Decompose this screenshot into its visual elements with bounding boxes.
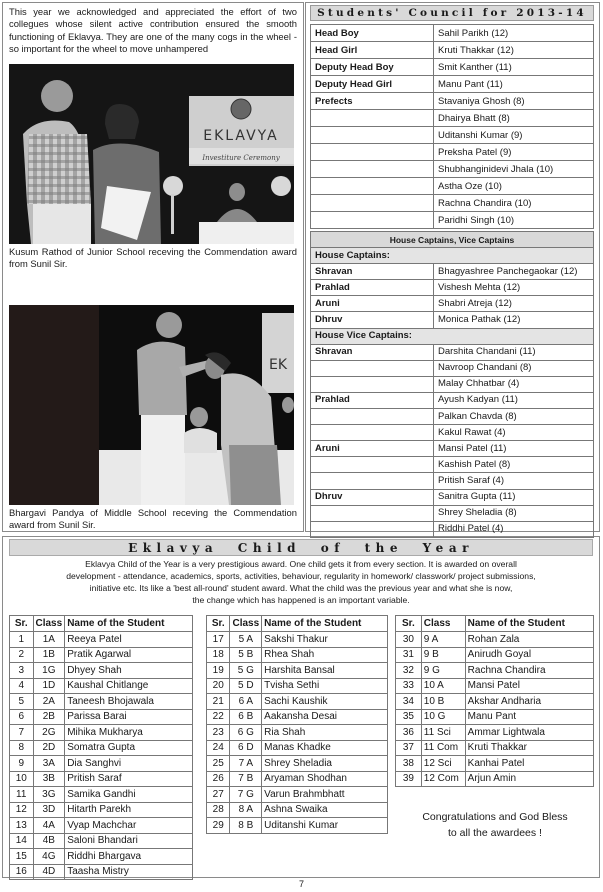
vice-captain-name: Palkan Chavda (8) — [434, 409, 594, 425]
house-vice-captain-row — [311, 521, 594, 537]
awardee-class: 9 A — [421, 632, 465, 648]
awardee-row — [207, 632, 388, 648]
awardee-row — [10, 787, 193, 803]
awards-table-3 — [395, 615, 594, 787]
council-row — [311, 161, 594, 178]
awardee-sr: 28 — [207, 802, 230, 818]
congrats-line: to all the awardees ! — [448, 826, 542, 839]
council-role: Deputy Head Boy — [311, 59, 434, 76]
house-vice-captain-row — [311, 441, 594, 457]
council-member-name: Smit Kanther (11) — [434, 59, 594, 76]
awardee-sr: 25 — [207, 756, 230, 772]
council-row — [311, 144, 594, 161]
awardee-name: Reeya Patel — [65, 632, 193, 648]
awardee-sr: 29 — [207, 818, 230, 834]
awardee-name: Manas Khadke — [262, 740, 388, 756]
council-member-name: Shubhanginidevi Jhala (10) — [434, 161, 594, 178]
photo-1-caption: Kusum Rathod of Junior School receving the Commendation award from Sunil Sir. — [9, 246, 297, 269]
awardee-name: Ammar Lightwala — [465, 725, 593, 741]
house-name: Prahlad — [311, 280, 434, 296]
vice-captain-name: Navroop Chandani (8) — [434, 360, 594, 376]
awardee-row — [396, 678, 594, 694]
council-role — [311, 161, 434, 178]
awardee-name: Saloni Bhandari — [65, 833, 193, 849]
council-row — [311, 93, 594, 110]
awardee-name: Mansi Patel — [465, 678, 593, 694]
congratulations-note — [400, 810, 590, 841]
awardee-sr: 38 — [396, 756, 422, 772]
awardee-name: Dhyey Shah — [65, 663, 193, 679]
awardee-sr: 3 — [10, 663, 34, 679]
awardee-sr: 12 — [10, 802, 34, 818]
council-role: Head Girl — [311, 42, 434, 59]
awardee-name: Aryaman Shodhan — [262, 771, 388, 787]
awardee-row — [10, 756, 193, 772]
vice-captain-name: Sanitra Gupta (11) — [434, 489, 594, 505]
description-line: initiative etc. Its like a 'best all-round' student award. What the child was the previous year and what she is now, — [89, 583, 513, 593]
awardee-sr: 13 — [10, 818, 34, 834]
awardee-row — [207, 709, 388, 725]
awardee-class: 7 A — [230, 756, 262, 772]
awardee-class: 5 A — [230, 632, 262, 648]
awardee-class: 7 G — [230, 787, 262, 803]
awardee-sr: 1 — [10, 632, 34, 648]
awardee-name: Pritish Saraf — [65, 771, 193, 787]
awardee-row — [207, 694, 388, 710]
awardee-name: Kanhai Patel — [465, 756, 593, 772]
awardee-row — [207, 678, 388, 694]
awardee-name: Samika Gandhi — [65, 787, 193, 803]
awardee-name: Taneesh Bhojawala — [65, 694, 193, 710]
awardee-name: Ria Shah — [262, 725, 388, 741]
vice-captain-name: Pritish Saraf (4) — [434, 473, 594, 489]
awardee-row — [396, 771, 594, 787]
council-member-name: Rachna Chandira (10) — [434, 195, 594, 212]
awards-header-row — [10, 616, 193, 632]
header-sr: Sr. — [207, 616, 230, 632]
header-name: Name of the Student — [465, 616, 593, 632]
photo-bhargavi-pandya — [9, 305, 294, 505]
awardee-class: 9 B — [421, 647, 465, 663]
awardee-row — [10, 771, 193, 787]
awardee-sr: 24 — [207, 740, 230, 756]
awardee-sr: 22 — [207, 709, 230, 725]
house-vice-captain-row — [311, 457, 594, 473]
awardee-row — [10, 663, 193, 679]
awardee-row — [10, 740, 193, 756]
awardee-class: 10 A — [421, 678, 465, 694]
house-name — [311, 521, 434, 537]
awardee-name: Rhea Shah — [262, 647, 388, 663]
awardee-name: Harshita Bansal — [262, 663, 388, 679]
house-name — [311, 425, 434, 441]
awardee-row — [207, 771, 388, 787]
awards-table-1 — [9, 615, 193, 880]
awardee-sr: 27 — [207, 787, 230, 803]
awards-header-row — [207, 616, 388, 632]
awardee-name: Akshar Andharia — [465, 694, 593, 710]
awardee-row — [207, 663, 388, 679]
council-role — [311, 127, 434, 144]
council-table — [310, 24, 594, 229]
awardee-name: Uditanshi Kumar — [262, 818, 388, 834]
house-vice-captains-label: House Vice Captains: — [311, 328, 594, 344]
awardee-class: 1D — [33, 678, 65, 694]
awardee-sr: 2 — [10, 647, 34, 663]
photo-1-illustration — [9, 64, 294, 244]
house-name — [311, 360, 434, 376]
awardee-name: Shrey Sheladia — [262, 756, 388, 772]
house-table-title: House Captains, Vice Captains — [311, 232, 594, 248]
house-name: Shravan — [311, 264, 434, 280]
council-row — [311, 59, 594, 76]
awardee-row — [207, 802, 388, 818]
house-captains-table — [310, 231, 594, 538]
house-name: Aruni — [311, 441, 434, 457]
awardee-name: Arjun Amin — [465, 771, 593, 787]
awardee-sr: 26 — [207, 771, 230, 787]
vice-captain-name: Kakul Rawat (4) — [434, 425, 594, 441]
council-role: Head Boy — [311, 25, 434, 42]
council-role — [311, 212, 434, 229]
photo-2-illustration — [9, 305, 294, 505]
council-member-name: Stavaniya Ghosh (8) — [434, 93, 594, 110]
house-name: Shravan — [311, 344, 434, 360]
house-name — [311, 457, 434, 473]
child-of-year-title: Eklavya Child of the Year — [9, 539, 593, 556]
awardee-name: Sakshi Thakur — [262, 632, 388, 648]
council-member-name: Dhairya Bhatt (8) — [434, 110, 594, 127]
awardee-row — [10, 802, 193, 818]
awardee-class: 6 B — [230, 709, 262, 725]
council-row — [311, 110, 594, 127]
awardee-sr: 17 — [207, 632, 230, 648]
awardee-class: 1G — [33, 663, 65, 679]
awardee-class: 3B — [33, 771, 65, 787]
awardee-class: 10 B — [421, 694, 465, 710]
awardee-class: 12 Sci — [421, 756, 465, 772]
awardee-row — [396, 725, 594, 741]
house-name — [311, 376, 434, 392]
awardee-row — [396, 740, 594, 756]
council-role — [311, 110, 434, 127]
vice-captain-name: Shrey Sheladia (8) — [434, 505, 594, 521]
awardee-class: 4B — [33, 833, 65, 849]
awardee-name: Rohan Zala — [465, 632, 593, 648]
congrats-line: Congratulations and God Bless — [422, 811, 568, 823]
header-sr: Sr. — [10, 616, 34, 632]
awardee-row — [207, 818, 388, 834]
awardee-row — [396, 709, 594, 725]
awardee-class: 1A — [33, 632, 65, 648]
awardee-name: Taasha Mistry — [65, 864, 193, 880]
awardee-class: 4G — [33, 849, 65, 865]
house-captain-row — [311, 280, 594, 296]
awardee-sr: 4 — [10, 678, 34, 694]
awardee-row — [207, 787, 388, 803]
awardee-sr: 18 — [207, 647, 230, 663]
vice-captain-name: Ayush Kadyan (11) — [434, 392, 594, 408]
awardee-class: 7 B — [230, 771, 262, 787]
awardee-class: 2D — [33, 740, 65, 756]
vice-captain-name: Kashish Patel (8) — [434, 457, 594, 473]
awardee-name: Ashna Swaika — [262, 802, 388, 818]
awardee-class: 10 G — [421, 709, 465, 725]
page-number: 7 — [298, 879, 304, 889]
awardee-class: 3A — [33, 756, 65, 772]
awardee-class: 8 A — [230, 802, 262, 818]
captain-name: Vishesh Mehta (12) — [434, 280, 594, 296]
awardee-sr: 36 — [396, 725, 422, 741]
photo-kusum-rathod — [9, 64, 294, 244]
header-name: Name of the Student — [65, 616, 193, 632]
council-member-name: Preksha Patel (9) — [434, 144, 594, 161]
awardee-name: Rachna Chandira — [465, 663, 593, 679]
awardee-class: 12 Com — [421, 771, 465, 787]
awardee-row — [10, 818, 193, 834]
child-of-year-description — [8, 558, 594, 606]
awards-table-2 — [206, 615, 388, 834]
awardee-name: Mihika Mukharya — [65, 725, 193, 741]
awardee-sr: 34 — [396, 694, 422, 710]
council-title: Students' Council for 2013-14 — [310, 5, 594, 21]
council-role: Deputy Head Girl — [311, 76, 434, 93]
awardee-row — [10, 725, 193, 741]
awardee-class: 5 B — [230, 647, 262, 663]
house-vice-captain-row — [311, 425, 594, 441]
awardee-class: 4D — [33, 864, 65, 880]
awardee-row — [207, 740, 388, 756]
house-vice-captain-row — [311, 392, 594, 408]
house-vice-captain-row — [311, 409, 594, 425]
council-row — [311, 42, 594, 59]
awardee-sr: 15 — [10, 849, 34, 865]
council-member-name: Paridhi Singh (10) — [434, 212, 594, 229]
awardee-row — [10, 864, 193, 880]
house-captains-label: House Captains: — [311, 248, 594, 264]
awardee-sr: 7 — [10, 725, 34, 741]
council-row — [311, 25, 594, 42]
awardee-sr: 20 — [207, 678, 230, 694]
description-line: Eklavya Child of the Year is a very prestigious award. One child gets it from every section. It is awarded on overall — [85, 559, 517, 569]
header-sr: Sr. — [396, 616, 422, 632]
awardee-sr: 30 — [396, 632, 422, 648]
awardee-name: Varun Brahmbhatt — [262, 787, 388, 803]
awardee-row — [207, 725, 388, 741]
banner-subtext: Investiture Ceremony — [202, 154, 280, 162]
awardee-class: 11 Sci — [421, 725, 465, 741]
awardee-class: 6 A — [230, 694, 262, 710]
house-name — [311, 505, 434, 521]
council-row — [311, 127, 594, 144]
awardee-sr: 9 — [10, 756, 34, 772]
awardee-class: 2A — [33, 694, 65, 710]
awardee-row — [10, 709, 193, 725]
council-member-name: Uditanshi Kumar (9) — [434, 127, 594, 144]
awardee-row — [396, 632, 594, 648]
house-vice-captain-row — [311, 505, 594, 521]
house-name: Prahlad — [311, 392, 434, 408]
awardee-sr: 19 — [207, 663, 230, 679]
awardee-name: Somatra Gupta — [65, 740, 193, 756]
awardee-row — [10, 678, 193, 694]
awardee-class: 8 B — [230, 818, 262, 834]
vice-captain-name: Mansi Patel (11) — [434, 441, 594, 457]
awardee-sr: 32 — [396, 663, 422, 679]
council-role — [311, 144, 434, 161]
awardee-name: Manu Pant — [465, 709, 593, 725]
council-row — [311, 178, 594, 195]
house-captain-row — [311, 312, 594, 328]
house-name — [311, 409, 434, 425]
awardee-name: Dia Sanghvi — [65, 756, 193, 772]
house-vice-captain-row — [311, 360, 594, 376]
awardee-class: 1B — [33, 647, 65, 663]
awardee-sr: 39 — [396, 771, 422, 787]
awardee-class: 6 G — [230, 725, 262, 741]
awardee-class: 9 G — [421, 663, 465, 679]
awardee-row — [396, 694, 594, 710]
awardee-sr: 21 — [207, 694, 230, 710]
banner-text: EK — [269, 357, 288, 373]
council-row — [311, 76, 594, 93]
awardee-sr: 35 — [396, 709, 422, 725]
awardee-row — [10, 694, 193, 710]
awardee-name: Sachi Kaushik — [262, 694, 388, 710]
council-member-name: Astha Oze (10) — [434, 178, 594, 195]
captain-name: Monica Pathak (12) — [434, 312, 594, 328]
awardee-sr: 31 — [396, 647, 422, 663]
awardee-class: 5 D — [230, 678, 262, 694]
awardee-class: 3D — [33, 802, 65, 818]
awardee-name: Pratik Agarwal — [65, 647, 193, 663]
awardee-row — [10, 632, 193, 648]
house-captain-row — [311, 296, 594, 312]
house-vice-captain-row — [311, 376, 594, 392]
awardee-sr: 11 — [10, 787, 34, 803]
awardee-sr: 5 — [10, 694, 34, 710]
awardee-sr: 14 — [10, 833, 34, 849]
awardee-name: Vyap Machchar — [65, 818, 193, 834]
awardee-sr: 8 — [10, 740, 34, 756]
captain-name: Bhagyashree Panchegaokar (12) — [434, 264, 594, 280]
awardee-name: Kruti Thakkar — [465, 740, 593, 756]
house-captain-row — [311, 264, 594, 280]
awardee-row — [396, 647, 594, 663]
house-name: Aruni — [311, 296, 434, 312]
awardee-name: Hitarth Parekh — [65, 802, 193, 818]
council-row — [311, 195, 594, 212]
captain-name: Shabri Atreja (12) — [434, 296, 594, 312]
awardee-sr: 33 — [396, 678, 422, 694]
awardee-class: 4A — [33, 818, 65, 834]
header-class: Class — [33, 616, 65, 632]
awardee-sr: 37 — [396, 740, 422, 756]
awardee-sr: 6 — [10, 709, 34, 725]
awardee-name: Riddhi Bhargava — [65, 849, 193, 865]
awardee-class: 11 Com — [421, 740, 465, 756]
description-line: the change which has happened is an important variable. — [192, 595, 410, 605]
vice-captain-name: Malay Chhatbar (4) — [434, 376, 594, 392]
council-role — [311, 178, 434, 195]
awardee-class: 3G — [33, 787, 65, 803]
council-member-name: Sahil Parikh (12) — [434, 25, 594, 42]
awardee-class: 2G — [33, 725, 65, 741]
awardee-class: 2B — [33, 709, 65, 725]
awardee-name: Aakansha Desai — [262, 709, 388, 725]
header-class: Class — [230, 616, 262, 632]
house-name — [311, 473, 434, 489]
council-member-name: Kruti Thakkar (12) — [434, 42, 594, 59]
house-name: Dhruv — [311, 489, 434, 505]
awardee-name: Anirudh Goyal — [465, 647, 593, 663]
awardee-row — [10, 849, 193, 865]
awards-header-row — [396, 616, 594, 632]
header-class: Class — [421, 616, 465, 632]
council-row — [311, 212, 594, 229]
house-vice-captain-row — [311, 489, 594, 505]
awardee-name: Tvisha Sethi — [262, 678, 388, 694]
house-vice-captain-row — [311, 473, 594, 489]
banner-text: EKLAVYA — [203, 128, 279, 144]
description-line: development - attendance, academics, sports, activities, behaviour, regularity in homework/ classwork/ project submissions, — [66, 571, 536, 581]
awardee-row — [207, 756, 388, 772]
awardee-row — [207, 647, 388, 663]
header-name: Name of the Student — [262, 616, 388, 632]
council-role — [311, 195, 434, 212]
awardee-name: Parissa Barai — [65, 709, 193, 725]
council-role: Prefects — [311, 93, 434, 110]
house-vice-captain-row — [311, 344, 594, 360]
awardee-row — [396, 663, 594, 679]
awardee-row — [396, 756, 594, 772]
vice-captain-name: Darshita Chandani (11) — [434, 344, 594, 360]
awardee-row — [10, 647, 193, 663]
awardee-sr: 10 — [10, 771, 34, 787]
photo-2-caption: Bhargavi Pandya of Middle School receving the Commendation award from Sunil Sir. — [9, 507, 297, 530]
awardee-sr: 16 — [10, 864, 34, 880]
vice-captain-name: Riddhi Patel (4) — [434, 521, 594, 537]
awardee-class: 6 D — [230, 740, 262, 756]
awardee-class: 5 G — [230, 663, 262, 679]
council-member-name: Manu Pant (11) — [434, 76, 594, 93]
intro-paragraph: This year we acknowledged and appreciated the effort of two collegues whose silent active contribution ensured the smooth functioning of Eklavya. They are one of the many cogs in the wheel - so important for the wheel to move unhampered — [9, 6, 297, 55]
awardee-name: Kaushal Chitlange — [65, 678, 193, 694]
awardee-sr: 23 — [207, 725, 230, 741]
house-name: Dhruv — [311, 312, 434, 328]
awardee-row — [10, 833, 193, 849]
